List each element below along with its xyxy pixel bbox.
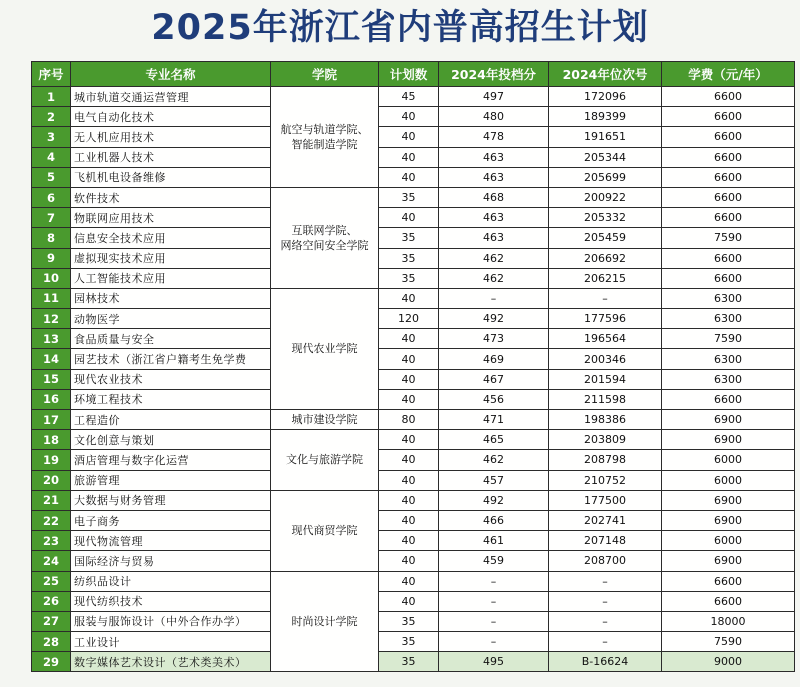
row-tuition: 6300 — [662, 309, 795, 329]
row-serial: 24 — [32, 551, 71, 571]
row-2024-score: 461 — [439, 531, 549, 551]
row-2024-rank: 203809 — [549, 430, 662, 450]
header-fee: 学费（元/年） — [662, 62, 795, 87]
row-2024-rank: 205332 — [549, 208, 662, 228]
row-plan-count: 40 — [379, 470, 439, 490]
row-2024-score: 462 — [439, 248, 549, 268]
row-plan-count: 40 — [379, 571, 439, 591]
row-plan-count: 35 — [379, 187, 439, 207]
row-2024-score: – — [439, 611, 549, 631]
row-tuition: 6600 — [662, 147, 795, 167]
row-plan-count: 35 — [379, 611, 439, 631]
row-serial: 26 — [32, 591, 71, 611]
row-serial: 6 — [32, 187, 71, 207]
table-row — [32, 309, 795, 329]
table-header-row — [32, 62, 795, 87]
row-serial: 28 — [32, 632, 71, 652]
row-tuition: 6600 — [662, 208, 795, 228]
row-2024-rank: 205344 — [549, 147, 662, 167]
table-row — [32, 288, 795, 308]
table-row — [32, 389, 795, 409]
row-2024-rank: 201594 — [549, 369, 662, 389]
row-2024-rank: 177500 — [549, 490, 662, 510]
row-serial: 11 — [32, 288, 71, 308]
header-serial: 序号 — [32, 62, 71, 87]
row-major-name: 旅游管理 — [71, 470, 271, 490]
row-major-name: 飞机机电设备维修 — [71, 167, 271, 187]
row-2024-rank: 177596 — [549, 309, 662, 329]
row-serial: 23 — [32, 531, 71, 551]
row-serial: 4 — [32, 147, 71, 167]
row-major-name: 电子商务 — [71, 510, 271, 530]
row-2024-rank: – — [549, 591, 662, 611]
row-major-name: 园林技术 — [71, 288, 271, 308]
row-tuition: 7590 — [662, 632, 795, 652]
row-serial: 22 — [32, 510, 71, 530]
row-2024-rank: 200922 — [549, 187, 662, 207]
row-2024-rank: – — [549, 288, 662, 308]
row-2024-rank: 208798 — [549, 450, 662, 470]
row-college: 城市建设学院 — [271, 410, 379, 430]
row-plan-count: 40 — [379, 167, 439, 187]
row-major-name: 工业机器人技术 — [71, 147, 271, 167]
row-major-name: 国际经济与贸易 — [71, 551, 271, 571]
row-serial: 27 — [32, 611, 71, 631]
row-serial: 7 — [32, 208, 71, 228]
row-major-name: 食品质量与安全 — [71, 329, 271, 349]
row-serial: 3 — [32, 127, 71, 147]
row-2024-score: – — [439, 632, 549, 652]
row-tuition: 6000 — [662, 531, 795, 551]
table-row — [32, 632, 795, 652]
row-2024-rank: – — [549, 632, 662, 652]
row-2024-score: 467 — [439, 369, 549, 389]
row-major-name: 工业设计 — [71, 632, 271, 652]
table-row — [32, 490, 795, 510]
row-2024-rank: 205459 — [549, 228, 662, 248]
row-2024-rank: 189399 — [549, 107, 662, 127]
row-major-name: 数字媒体艺术设计（艺术类美术） — [71, 652, 271, 672]
row-serial: 15 — [32, 369, 71, 389]
row-2024-score: 466 — [439, 510, 549, 530]
row-plan-count: 40 — [379, 329, 439, 349]
row-tuition: 6300 — [662, 349, 795, 369]
row-2024-rank: 198386 — [549, 410, 662, 430]
row-serial: 25 — [32, 571, 71, 591]
header-score: 2024年投档分 — [439, 62, 549, 87]
row-2024-score: 480 — [439, 107, 549, 127]
enrollment-plan-table — [31, 61, 795, 672]
row-tuition: 6300 — [662, 369, 795, 389]
table-row — [32, 329, 795, 349]
row-plan-count: 40 — [379, 450, 439, 470]
row-2024-score: 473 — [439, 329, 549, 349]
table-row — [32, 510, 795, 530]
row-plan-count: 40 — [379, 591, 439, 611]
table-body — [32, 87, 795, 672]
row-serial: 18 — [32, 430, 71, 450]
row-major-name: 人工智能技术应用 — [71, 268, 271, 288]
row-2024-rank: 196564 — [549, 329, 662, 349]
row-2024-score: 457 — [439, 470, 549, 490]
row-2024-rank: – — [549, 571, 662, 591]
row-plan-count: 40 — [379, 288, 439, 308]
row-plan-count: 35 — [379, 268, 439, 288]
row-plan-count: 35 — [379, 228, 439, 248]
row-college: 互联网学院、 网络空间安全学院 — [271, 187, 379, 288]
row-2024-score: 497 — [439, 87, 549, 107]
row-major-name: 园艺技术（浙江省户籍考生免学费 — [71, 349, 271, 369]
row-tuition: 6000 — [662, 450, 795, 470]
row-2024-score: – — [439, 591, 549, 611]
table-row — [32, 349, 795, 369]
row-2024-score: – — [439, 571, 549, 591]
row-major-name: 大数据与财务管理 — [71, 490, 271, 510]
table-row — [32, 167, 795, 187]
row-tuition: 6600 — [662, 107, 795, 127]
row-college: 文化与旅游学院 — [271, 430, 379, 491]
table-row — [32, 430, 795, 450]
row-major-name: 物联网应用技术 — [71, 208, 271, 228]
row-2024-score: 478 — [439, 127, 549, 147]
row-serial: 14 — [32, 349, 71, 369]
table-row — [32, 107, 795, 127]
row-major-name: 动物医学 — [71, 309, 271, 329]
row-2024-score: 465 — [439, 430, 549, 450]
row-major-name: 现代农业技术 — [71, 369, 271, 389]
row-2024-score: 492 — [439, 309, 549, 329]
row-plan-count: 120 — [379, 309, 439, 329]
row-major-name: 现代物流管理 — [71, 531, 271, 551]
row-major-name: 软件技术 — [71, 187, 271, 207]
row-serial: 8 — [32, 228, 71, 248]
header-plan: 计划数 — [379, 62, 439, 87]
row-tuition: 6900 — [662, 410, 795, 430]
row-serial: 21 — [32, 490, 71, 510]
row-college: 航空与轨道学院、 智能制造学院 — [271, 87, 379, 188]
header-college: 学院 — [271, 62, 379, 87]
row-plan-count: 45 — [379, 87, 439, 107]
row-major-name: 信息安全技术应用 — [71, 228, 271, 248]
row-2024-score: 459 — [439, 551, 549, 571]
row-tuition: 6900 — [662, 430, 795, 450]
table-row — [32, 228, 795, 248]
row-2024-rank: 211598 — [549, 389, 662, 409]
page-title: 2025年浙江省内普高招生计划 — [151, 8, 649, 48]
table-row — [32, 268, 795, 288]
table-row — [32, 127, 795, 147]
row-serial: 1 — [32, 87, 71, 107]
table-row — [32, 571, 795, 591]
table-row — [32, 611, 795, 631]
row-serial: 20 — [32, 470, 71, 490]
row-2024-rank: 210752 — [549, 470, 662, 490]
row-2024-score: 492 — [439, 490, 549, 510]
row-plan-count: 80 — [379, 410, 439, 430]
row-2024-score: 462 — [439, 268, 549, 288]
row-serial: 17 — [32, 410, 71, 430]
row-serial: 16 — [32, 389, 71, 409]
row-plan-count: 40 — [379, 531, 439, 551]
row-plan-count: 40 — [379, 369, 439, 389]
row-plan-count: 35 — [379, 652, 439, 672]
row-2024-rank: 202741 — [549, 510, 662, 530]
row-major-name: 纺织品设计 — [71, 571, 271, 591]
row-serial: 10 — [32, 268, 71, 288]
row-serial: 2 — [32, 107, 71, 127]
row-college: 现代商贸学院 — [271, 490, 379, 571]
row-2024-rank: 191651 — [549, 127, 662, 147]
row-2024-score: 469 — [439, 349, 549, 369]
row-plan-count: 40 — [379, 147, 439, 167]
row-2024-score: – — [439, 288, 549, 308]
table-row — [32, 551, 795, 571]
row-plan-count: 40 — [379, 490, 439, 510]
row-tuition: 6000 — [662, 470, 795, 490]
table-row — [32, 87, 795, 107]
row-serial: 29 — [32, 652, 71, 672]
row-serial: 13 — [32, 329, 71, 349]
table-row — [32, 147, 795, 167]
row-tuition: 6600 — [662, 571, 795, 591]
table-row — [32, 208, 795, 228]
table-row — [32, 410, 795, 430]
table-row — [32, 652, 795, 672]
row-tuition: 6600 — [662, 127, 795, 147]
table-row — [32, 591, 795, 611]
row-major-name: 服装与服饰设计（中外合作办学） — [71, 611, 271, 631]
row-2024-score: 468 — [439, 187, 549, 207]
row-2024-rank: 206692 — [549, 248, 662, 268]
row-tuition: 7590 — [662, 228, 795, 248]
row-tuition: 6600 — [662, 591, 795, 611]
table-row — [32, 369, 795, 389]
table-row — [32, 450, 795, 470]
row-major-name: 环境工程技术 — [71, 389, 271, 409]
row-plan-count: 40 — [379, 107, 439, 127]
row-2024-score: 462 — [439, 450, 549, 470]
row-2024-rank: 207148 — [549, 531, 662, 551]
row-tuition: 6600 — [662, 167, 795, 187]
row-tuition: 6600 — [662, 389, 795, 409]
row-plan-count: 40 — [379, 349, 439, 369]
row-2024-score: 495 — [439, 652, 549, 672]
row-2024-rank: 200346 — [549, 349, 662, 369]
row-plan-count: 40 — [379, 127, 439, 147]
row-serial: 19 — [32, 450, 71, 470]
row-tuition: 6600 — [662, 268, 795, 288]
row-2024-rank: – — [549, 611, 662, 631]
row-major-name: 现代纺织技术 — [71, 591, 271, 611]
row-plan-count: 35 — [379, 248, 439, 268]
row-2024-score: 471 — [439, 410, 549, 430]
row-2024-rank: 206215 — [549, 268, 662, 288]
row-2024-score: 456 — [439, 389, 549, 409]
row-tuition: 6600 — [662, 248, 795, 268]
row-serial: 12 — [32, 309, 71, 329]
header-major: 专业名称 — [71, 62, 271, 87]
row-college: 现代农业学院 — [271, 288, 379, 409]
row-tuition: 7590 — [662, 329, 795, 349]
row-plan-count: 40 — [379, 208, 439, 228]
row-major-name: 虚拟现实技术应用 — [71, 248, 271, 268]
table-row — [32, 531, 795, 551]
row-tuition: 6900 — [662, 510, 795, 530]
row-plan-count: 40 — [379, 510, 439, 530]
row-major-name: 无人机应用技术 — [71, 127, 271, 147]
row-tuition: 6300 — [662, 288, 795, 308]
row-2024-score: 463 — [439, 147, 549, 167]
row-2024-score: 463 — [439, 208, 549, 228]
header-rank: 2024年位次号 — [549, 62, 662, 87]
row-2024-rank: 205699 — [549, 167, 662, 187]
table-row — [32, 248, 795, 268]
row-major-name: 城市轨道交通运营管理 — [71, 87, 271, 107]
row-major-name: 文化创意与策划 — [71, 430, 271, 450]
row-plan-count: 40 — [379, 551, 439, 571]
row-2024-rank: 208700 — [549, 551, 662, 571]
table-row — [32, 187, 795, 207]
row-2024-rank: B-16624 — [549, 652, 662, 672]
row-2024-rank: 172096 — [549, 87, 662, 107]
row-plan-count: 40 — [379, 430, 439, 450]
row-serial: 9 — [32, 248, 71, 268]
row-major-name: 电气自动化技术 — [71, 107, 271, 127]
row-tuition: 6900 — [662, 551, 795, 571]
row-tuition: 9000 — [662, 652, 795, 672]
row-plan-count: 35 — [379, 632, 439, 652]
row-2024-score: 463 — [439, 228, 549, 248]
row-tuition: 18000 — [662, 611, 795, 631]
row-college: 时尚设计学院 — [271, 571, 379, 672]
table-row — [32, 470, 795, 490]
row-plan-count: 40 — [379, 389, 439, 409]
row-tuition: 6600 — [662, 187, 795, 207]
row-serial: 5 — [32, 167, 71, 187]
row-tuition: 6600 — [662, 87, 795, 107]
row-2024-score: 463 — [439, 167, 549, 187]
row-tuition: 6900 — [662, 490, 795, 510]
row-major-name: 工程造价 — [71, 410, 271, 430]
row-major-name: 酒店管理与数字化运营 — [71, 450, 271, 470]
